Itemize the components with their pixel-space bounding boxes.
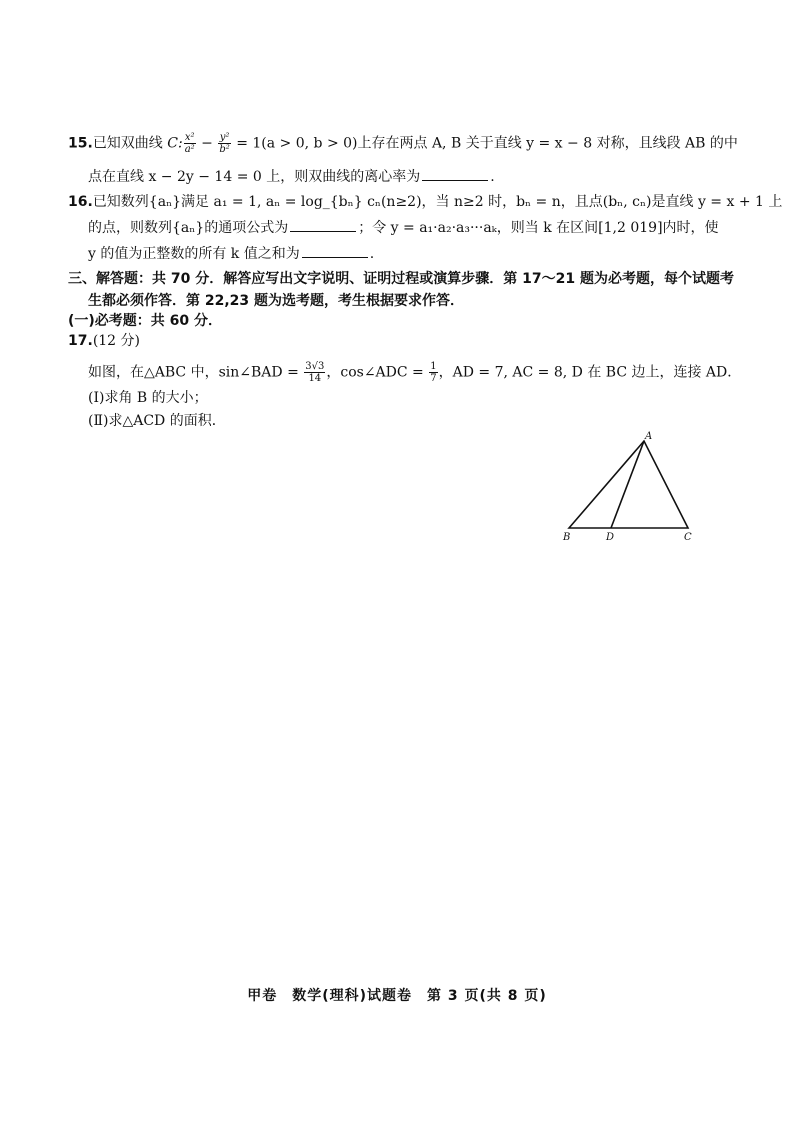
triangle-figure [555, 428, 705, 550]
q17-frac2-den: 7 [430, 373, 437, 384]
q16-number: 16. [68, 194, 93, 210]
q17-text-2: ，cos∠ADC = [326, 364, 429, 381]
section3-line2: 生都必须作答．第 22,23 题为选考题，考生根据要求作答． [88, 293, 465, 309]
q15-answer-blank [422, 168, 488, 181]
q15-line2-end: . [490, 169, 495, 185]
q16-answer-blank-1 [290, 219, 356, 232]
q16-line3-b: . [369, 246, 375, 262]
q17-statement [88, 361, 741, 384]
q17-fraction-sin [304, 361, 325, 384]
q15-text-1: 已知双曲线 [92, 135, 168, 152]
q16-line2-b: ；令 y = a₁·a₂·a₃···aₖ，则当 k 在区间[1,2 019]内时，使 [358, 220, 719, 236]
q15-line2-text: 点在直线 x − 2y − 14 = 0 上，则双曲线的离心率为 [88, 169, 421, 185]
segment-ad [611, 441, 644, 528]
vertex-label-c: C [684, 532, 692, 543]
q15-fraction-y [218, 132, 230, 155]
q15-minus: − [196, 135, 218, 152]
q15-frac-y-num: y² [219, 132, 230, 143]
q17-part1: (Ⅰ)求角 B 的大小； [88, 390, 208, 406]
vertex-label-a: A [645, 431, 653, 442]
q17-header [68, 331, 140, 351]
vertex-label-b: B [563, 532, 571, 543]
q16-answer-blank-2 [302, 245, 368, 258]
q16-line1-text: 已知数列{aₙ}满足 a₁ = 1, aₙ = log_{bₙ} cₙ(n≥2)，当 n≥2 时，bₙ = n，且点(bₙ, cₙ)是直线 y = x + 1 上 [92, 194, 783, 210]
section3-line1: 三、解答题：共 70 分．解答应写出文字说明、证明过程或演算步骤．第 17～21 题为必考题，每个试题考 [68, 271, 734, 287]
q17-fraction-cos [429, 361, 437, 384]
q16-line3-a: y 的值为正整数的所有 k 值之和为 [88, 246, 300, 262]
q17-text-3: ，AD = 7, AC = 8, D 在 BC 边上，连接 AD． [438, 364, 742, 381]
q15-frac-y-den: b² [219, 144, 230, 155]
q15-text-4: = 1(a > 0, b > 0)上存在两点 A, B 关于直线 y = x − 8 对称，且线段 AB 的中 [231, 135, 738, 152]
q15-frac-x-num: x² [184, 132, 195, 143]
q17-frac1-num: 3√3 [305, 361, 325, 372]
q15-line1 [68, 132, 738, 155]
q17-score: (12 分) [92, 333, 141, 349]
q16-line1 [68, 192, 782, 212]
q16-line3 [88, 244, 374, 264]
q17-text-1: 如图，在△ABC 中，sin∠BAD = [88, 364, 304, 381]
vertex-label-d: D [606, 532, 615, 543]
q15-number: 15. [68, 135, 93, 152]
triangle-abc [569, 441, 688, 528]
q15-frac-x-den: a² [184, 144, 195, 155]
q16-line2 [88, 218, 719, 238]
section3-subheading: (一)必考题：共 60 分． [68, 313, 223, 329]
q15-line2 [88, 167, 495, 187]
q15-fraction-x [184, 132, 196, 155]
q17-number: 17. [68, 333, 93, 349]
q17-frac1-den: 14 [308, 373, 322, 384]
q16-line2-a: 的点，则数列{aₙ}的通项公式为 [88, 220, 289, 236]
q17-frac2-num: 1 [430, 361, 437, 372]
triangle-svg [555, 428, 705, 546]
q17-part2: (Ⅱ)求△ACD 的面积． [88, 413, 226, 429]
q15-curve-name: C: [167, 135, 183, 152]
page-footer: 甲卷 数学(理科)试题卷 第 3 页(共 8 页) [247, 988, 547, 1004]
